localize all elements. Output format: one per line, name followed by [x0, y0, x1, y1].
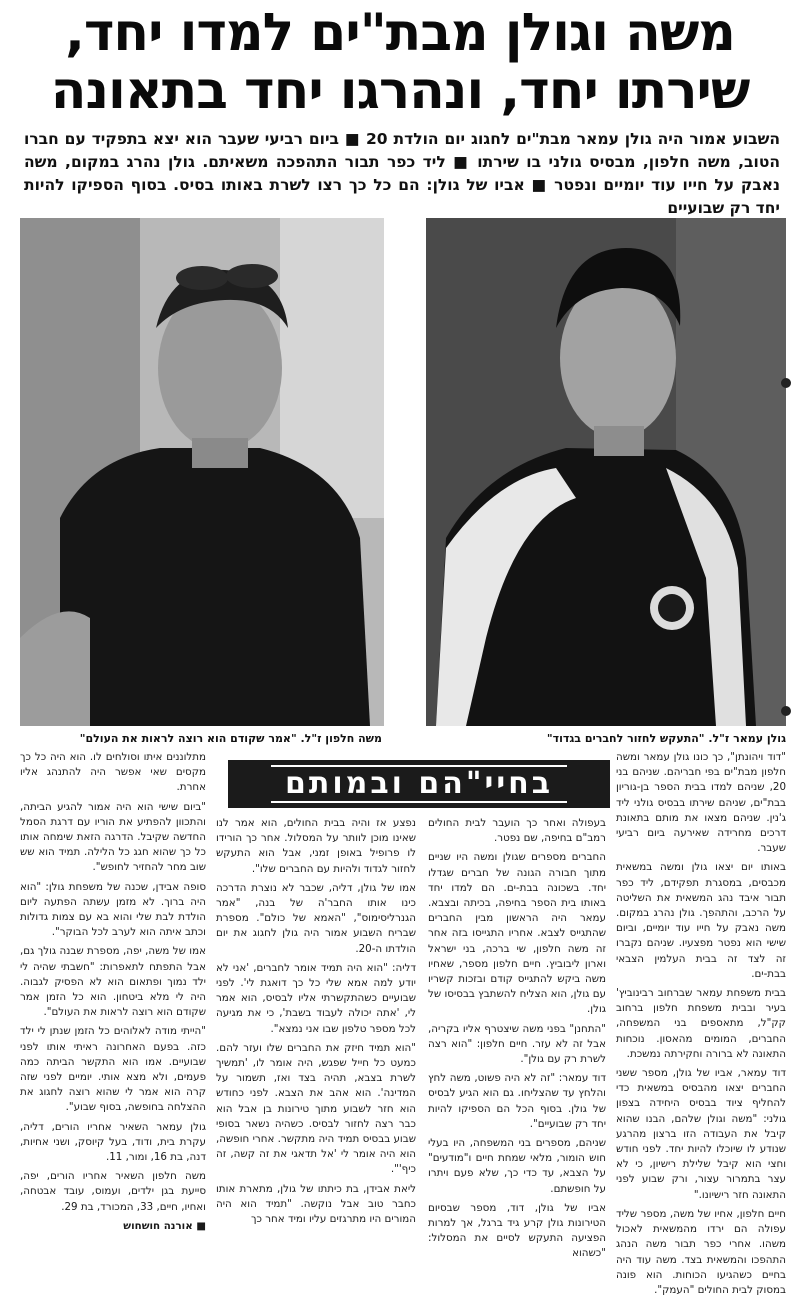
- headline-line-2: שירתו יחד, ונהרגו יחד בתאונה: [50, 61, 750, 121]
- photo-golan-amar: [426, 218, 786, 726]
- binder-hole-icon: [781, 378, 791, 388]
- paragraph: בבית משפחת עמאר שברחוב רבינוביץ' בעיר ובבית משפחת חלפון ברחוב קק"ל, מתאספים בני המשפחה, החברים, המומים מהאסון. נוכחות התאונה לא ברורה וחקירתה נמשכת.: [616, 987, 786, 1060]
- text-column-2: [428, 816, 606, 1260]
- byline: ■ אורנה חושחוש: [123, 1219, 206, 1232]
- text-column-4: [20, 750, 206, 1232]
- paragraph: "הייתי מודה לאלוהים כל הזמן שנתן לי ילד כזה. בפעם האחרונה ראיתי אותו לפני שבועיים. אמו הוא התקשר הביתה כמה פעמים, ולא מצא אותי. יומיים לפני שזה קרה הוא אמר לי שהוא רוצה לחגוג את ההצלחה בחופשה, בסוף שבוע".: [20, 1025, 206, 1114]
- headline: [16, 4, 784, 120]
- text-column-3: [216, 816, 416, 1226]
- paragraph: החברים מספרים שגולן ומשה היו שניים מתוך חבורה הגונה של חברים שגדלו יחד. בשכונה בבת-ים. הם למדו יחד באותו בית הספר בחיפה, בכיתה ובצבא. עמאר היה הראשון מבין החברים שהתגייס לצבא. אחריו התגייסו בזה אחר זה משה חלפון, שי ברכה, בני ישראל וארון ליבוביץ. חיים חלפון מספר, שאחיו משה ביקש להתגייס קודם ובזכות קשריו עם גולן, הוא הצליח להשתבץ בבסיסו של גולן.: [428, 851, 606, 1016]
- paragraph: אביו של גולן, דוד, מספר שבסיום הטירונות גולן קרע גיד ברגל, אך למרות הפציעה התעקש לסיים את המסלול: "כשהוא: [428, 1201, 606, 1260]
- paragraph: דוד עמאר, אביו של גולן, מספר ששני החברים יצאו מהבסיס במשאית כדי להחליף ציוד בבסיס היחידה בצפון גולני: "משה וגולן שלהם, הבנו שהוא קיבל את העבודה הזו ברצון מהרגע שנודע לו שיוכלו להיות יחד. לפני חודש וחצי הוא קיבל שלילת רישיון, כי לא עצר בתמרור עצור, ורק שבוע לפני התאונה חזר רישיונו.": [616, 1067, 786, 1201]
- text-column-1: [616, 750, 786, 1296]
- paragraph: דליה: "הוא היה תמיד אומר לחברים, 'אני לא יודע למה אמא שלי כל כך דואגת לי'. לפני שבועיים כשהתקשרתי אליו לבסיס, הוא אמר לי, 'אתה יכולה לעבוד בשבת', כי את מגיעה לכל מספר טלפון שבו אני נמצא".: [216, 961, 416, 1035]
- caption-golan: גולן עמאר ז"ל. "התעקש לחזור לחברים בגדוד": [546, 732, 786, 745]
- paragraph: משה חלפון השאיר אחריו הורים, יפה, סייעת בגן ילדים, ועמוס, עובד אבטחה, ואחיו, חיים, 33, המכורד, בת 29.: [20, 1170, 206, 1213]
- paragraph: "דוד ויהונתן", כך כונו גולן עמאר ומשה חלפון מבת"ים בפי חבריהם. שניהם בני 20, שניהם למדו בבית הספר בן-גוריון בבת"ים, שניהם שירתו בבסיס גולני ליד ג'נין. שניהם מצאו את מותם בתאונת דרכים מחרידה שאירעה ביום רביעי שעבר.: [616, 751, 786, 855]
- paragraph: אמו של גולן, דליה, שכבר לא נוצרת הדרכה כינו אותו החבר'ה של בנה, "אמר הגנרליסימוס", "האמא של כולם". מספרת שבריח השבוע אמור היה גולן לחגוג את יום הולדתו ה-20.: [216, 881, 416, 955]
- photo-golan-illustration: [426, 218, 786, 726]
- paragraph: חיים חלפון, אחיו של משה, מספר שליד עפולה הם ירדו מהמשאית לאכול משהו. אחרי כפר תבור משה הנהג התהפכו והמשאית בצד. משה עוד היה בחיים כשהגיעו הכוחות. הוא פונה במסוק לבית החולים "העמק".: [616, 1207, 786, 1296]
- paragraph: "התחנן" בפני משה שיצטרף אליו בקריה, אבל זה לא עזר. חיים חלפון: "הוא רצה לשרת רק עם גולן".: [428, 1022, 606, 1066]
- headline-line-1: משה וגולן מבת"ים למדו יחד,: [65, 3, 735, 63]
- paragraph: "ביום שישי הוא היה אמור להגיע הביתה, והתכוון להפתיע את הוריו עם דרגת הסמל החדשה שקיבל. הדרגה הזאת שימחה אותו כל כך שהוא חגג כל הלילה. תמיד הוא שש שוב מחר להחזיר לחופש".: [20, 800, 206, 874]
- binder-hole-icon: [781, 706, 791, 716]
- paragraph: מתלוננים איתו וסולחים לו. הוא היה כל כך מקסים שאי אפשר היה להתנהג אליו אחרת.: [20, 751, 206, 794]
- section-banner-text: בחיי"הם ובמותם: [271, 765, 567, 803]
- photo-moshe-halfon: [20, 218, 384, 726]
- lead-paragraph: השבוע אמור היה גולן עמאר מבת"ים לחגוג יום הולדת 20 ■ ביום רביעי שעבר הוא יצא בתפקיד עם חברו הטוב, משה חלפון, מבסיס גולני בו שירתו ■ ליד כפר תבור התהפכה משאיתם. גולן נהרג במקום, משה נאבק על חייו עוד יומיים ונפטר ■ אביו של גולן: הם כל כך רצו לשרת באותו בסיס. בסוף הספיקו להיות יחד רק שבועיים: [24, 130, 780, 217]
- caption-moshe: משה חלפון ז"ל. "אמר שקודם הוא רוצה לראות את העולם": [79, 732, 382, 745]
- paragraph: אמו של משה, יפה, מספרת שבנה גולך גם, אבל התפתח לתאפרות: "חשבתי שהיה לי ילד נמוך ופתאום הוא לא הפסיק לגבוה. היה לי מלא ביטחון. הוא כל הזמן אמר שקודם הוא רוצה לראות את העולם".: [20, 945, 206, 1019]
- paragraph: נפצע אז והיה בבית החולים, הוא אמר לנו שאינו מוכן לוותר על המסלול. אחר כך הורידו לו פרופיל באופן זמני, אבל הוא התעקש לחזור לגדוד ולהיות עם החברים שלו".: [216, 817, 416, 875]
- paragraph: גולן עמאר השאיר אחריו הורים, דליה, עקרת בית, ודוד, בעל קיוסק, ושני אחיות, דנה, בת 16, ומור, 11.: [20, 1120, 206, 1164]
- paragraph: באותו יום יצאו גולן ומשה במשאית מכבסים, במסגרת תפקידם, ליד כפר תבור איבד נהג המשאית את השליטה על הרכב, והתהפך. גולן נהרג במקום. משה נאבק על חייו עוד יומיים, וביום שישי הוא נפטר מפצעיו. שניהם נקברו זה לצד זה בבית העלמין הצבאי בבת-ים.: [616, 861, 786, 980]
- section-banner: [228, 760, 610, 808]
- paragraph: "הוא תמיד חיזק את החברים שלו ועזר להם. כמעט כל חייל שפגש, היה אומר לו, 'תמשיך לשרת בצבא, תהיה בצד ואז, תשמור על המדינה'. הוא אהב את הצבא. לפני כחודש הוא חזר לשבוע מתוך טירונות בן אבל הוא כבר רצה לחזור לבסיס. כשהיה נשאר בסופי שבוע בבסיס תמיד היה מתקשר. אחרי חופשה, הוא היה אומר לי 'אל תדאגי את זה קשה, זה כיף'".: [216, 1041, 416, 1176]
- paragraph: ליאת אבידן, בת כיתתו של גולן, מתארת אותו כחבר טוב אבל נוקשה. "תמיד הוא היה המורים היו מתרגזים עליו ומיד אחר כך: [216, 1182, 416, 1226]
- photo-moshe-illustration: [20, 218, 384, 726]
- paragraph: דוד עמאר: "זה לא היה פשוט, משה לחץ והלחץ עד שהצליחו. גם הוא הגיע לבסיס של גולן. בסוף הכל הם הספיקו להיות יחד רק שבועיים".: [428, 1072, 606, 1130]
- paragraph: שניהם, מספרים בני המשפחה, היו בעלי חוש הומור, מלאי שמחת חיים ו"מודעים" על הצבא, עד כדי כך, שלא פעם ויתרו על חופשתם.: [428, 1137, 606, 1195]
- paragraph: סופה אבידן, שכנה של משפחת גולן: "הוא היה ברוך. לא מזמן עשתה הפתעה ליום הולדת לבת שלי והוא בא עם צמות גדולות וכתב איתה הוא לערב לכל הבוקר".: [20, 880, 206, 939]
- paragraph: בעפולה ואחר כך הועבר לבית החולים רמב"ם בחיפה, שם נפטר.: [428, 817, 606, 845]
